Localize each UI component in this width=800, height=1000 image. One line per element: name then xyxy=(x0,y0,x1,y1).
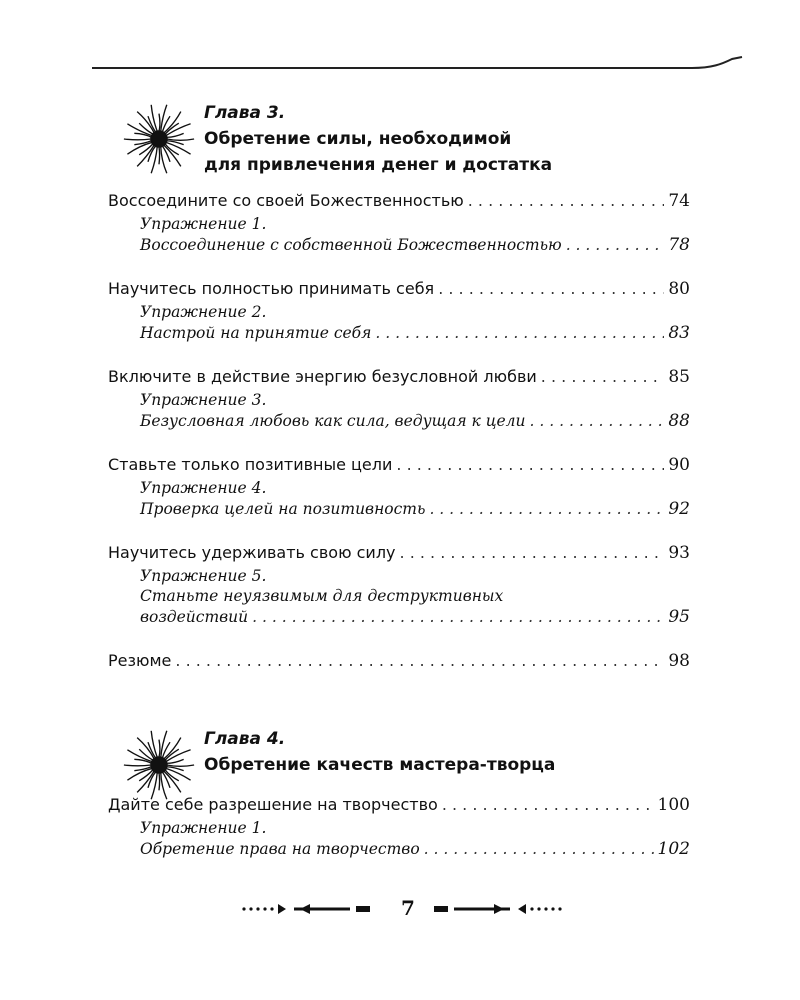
starburst-ray xyxy=(124,765,151,766)
starburst-ray xyxy=(164,145,181,166)
dot-leader xyxy=(429,498,664,520)
toc-entry[interactable] xyxy=(108,364,690,390)
exercise-title: Проверка целей на позитивность xyxy=(140,500,426,518)
toc-page-number: 74 xyxy=(668,191,690,211)
exercise-label: Упражнение 1. xyxy=(140,215,267,233)
dot-leader xyxy=(396,452,664,478)
toc-exercise[interactable] xyxy=(108,214,690,256)
exercise-title: Настрой на принятие себя xyxy=(140,324,372,342)
toc-page-number: 80 xyxy=(668,279,690,299)
starburst-ray xyxy=(124,139,151,140)
starburst-ray xyxy=(159,114,160,132)
chapter-4-toc xyxy=(108,792,690,880)
toc-entry-title: Дайте себе разрешение на творчество xyxy=(108,795,438,814)
dot-leader xyxy=(541,364,665,390)
toc-page-number: 102 xyxy=(657,839,690,859)
toc-entry[interactable] xyxy=(108,540,690,566)
toc-exercise[interactable] xyxy=(108,390,690,432)
starburst-ray xyxy=(159,773,160,791)
toc-exercise[interactable] xyxy=(108,566,690,628)
dot-leader xyxy=(252,606,664,628)
starburst-ray xyxy=(167,765,194,766)
arrow-ornament-icon xyxy=(238,901,388,917)
exercise-title: Воссоединение с собственной Божественностью xyxy=(140,236,562,254)
starburst-ray xyxy=(159,740,160,758)
toc-section xyxy=(108,188,690,256)
exercise-label: Упражнение 4. xyxy=(140,479,267,497)
starburst-ray xyxy=(137,145,154,166)
arrow-ornament-icon xyxy=(430,901,580,917)
toc-exercise[interactable] xyxy=(108,302,690,344)
toc-page-number: 100 xyxy=(657,795,690,815)
dot-leader xyxy=(438,276,664,302)
exercise-title: Безусловная любовь как сила, ведущая к цели xyxy=(140,412,526,430)
chapter-title-line: Обретение силы, необходимой xyxy=(204,129,512,149)
toc-entry[interactable] xyxy=(108,276,690,302)
exercise-title: Обретение права на творчество xyxy=(140,840,420,858)
dot-leader xyxy=(375,322,664,344)
toc-page-number: 78 xyxy=(668,235,690,255)
starburst-icon xyxy=(120,100,198,178)
exercise-label: Упражнение 3. xyxy=(140,391,267,409)
exercise-label: Упражнение 2. xyxy=(140,303,267,321)
toc-entry[interactable] xyxy=(108,188,690,214)
toc-page-number: 98 xyxy=(668,651,690,671)
toc-section xyxy=(108,540,690,628)
exercise-title: воздействий xyxy=(140,608,249,626)
toc-entry[interactable] xyxy=(108,648,690,674)
toc-entry-title: Научитесь удерживать свою силу xyxy=(108,543,396,562)
exercise-label: Упражнение 5. xyxy=(140,567,267,585)
toc-section xyxy=(108,648,690,674)
dot-leader xyxy=(442,792,654,818)
page-number: 7 xyxy=(401,896,415,920)
toc-section xyxy=(108,792,690,860)
toc-entry[interactable] xyxy=(108,452,690,478)
toc-entry-title: Воссоедините со своей Божественностью xyxy=(108,191,464,210)
toc-page-number: 85 xyxy=(668,367,690,387)
dot-leader xyxy=(175,648,664,674)
dot-leader xyxy=(566,234,665,256)
page-footer xyxy=(238,895,578,925)
toc-page-number: 95 xyxy=(668,607,690,627)
toc-section xyxy=(108,276,690,344)
toc-entry-title: Научитесь полностью принимать себя xyxy=(108,279,435,298)
toc-page-number: 88 xyxy=(668,411,690,431)
chapter-title-line: для привлечения денег и достатка xyxy=(204,155,553,175)
toc-entry-title: Ставьте только позитивные цели xyxy=(108,455,393,474)
starburst-ray xyxy=(167,139,194,140)
starburst-ray xyxy=(137,771,154,792)
toc-page-number: 90 xyxy=(668,455,690,475)
toc-section xyxy=(108,364,690,432)
toc-entry-title: Включите в действие энергию безусловной любви xyxy=(108,367,537,386)
dot-leader xyxy=(424,838,654,860)
chapter-title-line: Обретение качеств мастера-творца xyxy=(204,755,556,775)
toc-page-number: 92 xyxy=(668,499,690,519)
starburst-ray xyxy=(159,147,160,165)
chapter-3-toc xyxy=(108,188,690,694)
chapter-3-heading xyxy=(120,100,720,178)
toc-section xyxy=(108,452,690,520)
exercise-title-line: Станьте неуязвимым для деструктивных xyxy=(140,587,504,605)
toc-exercise[interactable] xyxy=(108,478,690,520)
toc-entry[interactable] xyxy=(108,792,690,818)
chapter-label: Глава 3. xyxy=(204,103,286,123)
exercise-label: Упражнение 1. xyxy=(140,819,267,837)
top-rule-divider xyxy=(92,54,752,74)
toc-page-number: 93 xyxy=(668,543,690,563)
toc-exercise[interactable] xyxy=(108,818,690,860)
dot-leader xyxy=(468,188,665,214)
toc-page-number: 83 xyxy=(668,323,690,343)
dot-leader xyxy=(530,410,665,432)
toc-entry-title: Резюме xyxy=(108,651,172,670)
chapter-label: Глава 4. xyxy=(204,729,286,749)
dot-leader xyxy=(400,540,665,566)
starburst-ray xyxy=(164,771,181,792)
